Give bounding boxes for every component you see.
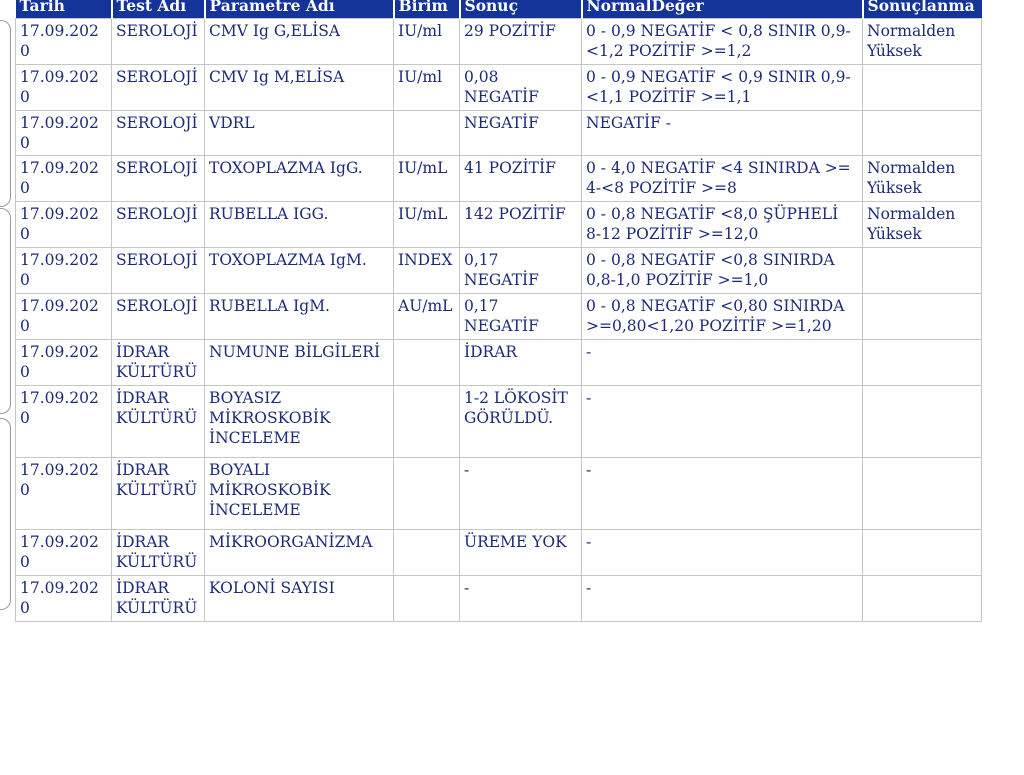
cell-test-adi: İDRAR KÜLTÜRÜ	[112, 458, 205, 530]
cell-birim	[394, 340, 460, 386]
cell-birim: IU/mL	[394, 156, 460, 202]
cell-sonuc: 0,17 NEGATİF	[460, 248, 582, 294]
lab-results-table	[15, 0, 982, 622]
cell-sonuc: 0,08 NEGATİF	[460, 65, 582, 111]
header-normal-deger: NormalDeğer	[582, 0, 863, 19]
cell-sonuclanma	[863, 386, 982, 458]
cell-test-adi: SEROLOJİ	[112, 19, 205, 65]
table-row	[16, 156, 982, 202]
cell-parametre-adi: BOYALI MİKROSKOBİK İNCELEME	[205, 458, 394, 530]
cell-sonuclanma	[863, 340, 982, 386]
cell-sonuc: 29 POZİTİF	[460, 19, 582, 65]
cell-birim	[394, 458, 460, 530]
cell-normal-deger: 0 - 0,9 NEGATİF < 0,9 SINIR 0,9-<1,1 POZİTİF >=1,1	[582, 65, 863, 111]
cell-test-adi: SEROLOJİ	[112, 156, 205, 202]
header-parametre-adi: Parametre Adı	[205, 0, 394, 19]
cell-birim: AU/mL	[394, 294, 460, 340]
cell-sonuc: ÜREME YOK	[460, 530, 582, 576]
table-header-row	[16, 0, 982, 19]
cell-birim: IU/ml	[394, 65, 460, 111]
cell-normal-deger: 0 - 0,8 NEGATİF <8,0 ŞÜPHELİ 8-12 POZİTİF >=12,0	[582, 202, 863, 248]
table-row	[16, 202, 982, 248]
cell-sonuclanma	[863, 576, 982, 622]
cell-parametre-adi: RUBELLA IGG.	[205, 202, 394, 248]
cell-birim: IU/ml	[394, 19, 460, 65]
table-row	[16, 19, 982, 65]
page-edge-marker	[0, 418, 11, 610]
cell-sonuclanma	[863, 294, 982, 340]
cell-test-adi: İDRAR KÜLTÜRÜ	[112, 530, 205, 576]
cell-sonuc: NEGATİF	[460, 111, 582, 156]
cell-tarih: 17.09.2020	[16, 386, 112, 458]
cell-tarih: 17.09.2020	[16, 202, 112, 248]
table-row	[16, 111, 982, 156]
header-birim: Birim	[394, 0, 460, 19]
cell-sonuc: -	[460, 576, 582, 622]
header-test-adi: Test Adı	[112, 0, 205, 19]
cell-birim: IU/mL	[394, 202, 460, 248]
cell-tarih: 17.09.2020	[16, 65, 112, 111]
cell-parametre-adi: BOYASIZ MİKROSKOBİK İNCELEME	[205, 386, 394, 458]
cell-tarih: 17.09.2020	[16, 294, 112, 340]
cell-tarih: 17.09.2020	[16, 156, 112, 202]
table-row	[16, 294, 982, 340]
cell-sonuclanma	[863, 248, 982, 294]
cell-normal-deger: -	[582, 576, 863, 622]
cell-tarih: 17.09.2020	[16, 248, 112, 294]
cell-normal-deger: -	[582, 458, 863, 530]
table-row	[16, 386, 982, 458]
cell-test-adi: SEROLOJİ	[112, 65, 205, 111]
cell-sonuclanma: Normalden Yüksek	[863, 19, 982, 65]
header-sonuc: Sonuç	[460, 0, 582, 19]
cell-test-adi: SEROLOJİ	[112, 294, 205, 340]
cell-tarih: 17.09.2020	[16, 19, 112, 65]
cell-test-adi: İDRAR KÜLTÜRÜ	[112, 340, 205, 386]
table-row	[16, 530, 982, 576]
cell-tarih: 17.09.2020	[16, 530, 112, 576]
cell-normal-deger: 0 - 0,9 NEGATİF < 0,8 SINIR 0,9-<1,2 POZİTİF >=1,2	[582, 19, 863, 65]
cell-test-adi: İDRAR KÜLTÜRÜ	[112, 576, 205, 622]
page-edge-marker	[0, 208, 11, 414]
cell-parametre-adi: CMV Ig G,ELİSA	[205, 19, 394, 65]
cell-test-adi: İDRAR KÜLTÜRÜ	[112, 386, 205, 458]
cell-sonuclanma	[863, 65, 982, 111]
cell-birim: INDEX	[394, 248, 460, 294]
cell-normal-deger: -	[582, 340, 863, 386]
cell-sonuclanma: Normalden Yüksek	[863, 202, 982, 248]
table-row	[16, 458, 982, 530]
cell-sonuclanma: Normalden Yüksek	[863, 156, 982, 202]
table-row	[16, 248, 982, 294]
page-edge-marker	[0, 20, 11, 207]
cell-sonuc: İDRAR	[460, 340, 582, 386]
cell-parametre-adi: MİKROORGANİZMA	[205, 530, 394, 576]
cell-tarih: 17.09.2020	[16, 576, 112, 622]
table-row	[16, 340, 982, 386]
cell-test-adi: SEROLOJİ	[112, 202, 205, 248]
cell-tarih: 17.09.2020	[16, 458, 112, 530]
cell-birim	[394, 111, 460, 156]
cell-normal-deger: NEGATİF -	[582, 111, 863, 156]
cell-parametre-adi: RUBELLA IgM.	[205, 294, 394, 340]
cell-birim	[394, 530, 460, 576]
table-row	[16, 65, 982, 111]
cell-sonuc: -	[460, 458, 582, 530]
cell-birim	[394, 386, 460, 458]
cell-parametre-adi: TOXOPLAZMA IgG.	[205, 156, 394, 202]
cell-normal-deger: 0 - 0,8 NEGATİF <0,8 SINIRDA 0,8-1,0 POZİTİF >=1,0	[582, 248, 863, 294]
cell-sonuc: 0,17 NEGATİF	[460, 294, 582, 340]
cell-test-adi: SEROLOJİ	[112, 248, 205, 294]
cell-tarih: 17.09.2020	[16, 340, 112, 386]
cell-sonuclanma	[863, 530, 982, 576]
cell-sonuclanma	[863, 111, 982, 156]
cell-normal-deger: -	[582, 386, 863, 458]
table-row	[16, 576, 982, 622]
cell-normal-deger: 0 - 0,8 NEGATİF <0,80 SINIRDA >=0,80<1,20 POZİTİF >=1,20	[582, 294, 863, 340]
cell-parametre-adi: TOXOPLAZMA IgM.	[205, 248, 394, 294]
cell-sonuc: 1-2 LÖKOSİT GÖRÜLDÜ.	[460, 386, 582, 458]
cell-tarih: 17.09.2020	[16, 111, 112, 156]
cell-normal-deger: 0 - 4,0 NEGATİF <4 SINIRDA >= 4-<8 POZİTİF >=8	[582, 156, 863, 202]
cell-birim	[394, 576, 460, 622]
cell-normal-deger: -	[582, 530, 863, 576]
header-sonuclanma: Sonuçlanma	[863, 0, 982, 19]
cell-parametre-adi: NUMUNE BİLGİLERİ	[205, 340, 394, 386]
cell-test-adi: SEROLOJİ	[112, 111, 205, 156]
cell-parametre-adi: VDRL	[205, 111, 394, 156]
header-tarih: Tarih	[16, 0, 112, 19]
cell-sonuclanma	[863, 458, 982, 530]
cell-parametre-adi: CMV Ig M,ELİSA	[205, 65, 394, 111]
cell-parametre-adi: KOLONİ SAYISI	[205, 576, 394, 622]
cell-sonuc: 142 POZİTİF	[460, 202, 582, 248]
cell-sonuc: 41 POZİTİF	[460, 156, 582, 202]
